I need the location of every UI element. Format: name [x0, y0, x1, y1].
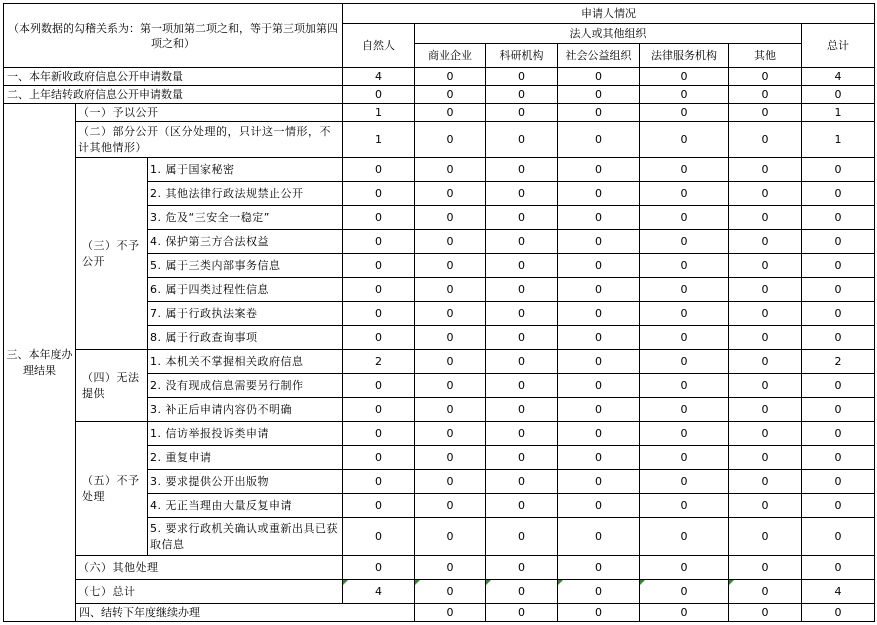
cell-value: 0: [486, 374, 558, 398]
cell-value: 0: [729, 122, 802, 158]
cell-value: 0: [558, 398, 640, 422]
table-row: [4, 122, 875, 158]
cell-value: 0: [343, 302, 415, 326]
cell-value: 0: [415, 278, 486, 302]
cell-value: 2: [343, 350, 415, 374]
cell-value: 0: [640, 122, 729, 158]
cell-value: 0: [802, 422, 875, 446]
row-label: 7. 属于行政执法案卷: [148, 302, 343, 326]
row-label: 2. 没有现成信息需要另行制作: [148, 374, 343, 398]
cell-value: 0: [415, 86, 486, 104]
cell-value: 0: [640, 518, 729, 556]
cell-value: 0: [802, 230, 875, 254]
cell-value: 0: [729, 68, 802, 86]
row-label: 3. 补正后申请内容仍不明确: [148, 398, 343, 422]
cell-value: 0: [640, 398, 729, 422]
row-label: （七）总计: [76, 580, 343, 604]
cell-value: 0: [486, 254, 558, 278]
cell-value: 0: [343, 230, 415, 254]
cell-value: 0: [640, 374, 729, 398]
cell-value: 0: [415, 422, 486, 446]
cell-value: 0: [729, 206, 802, 230]
cell-value: 0: [486, 556, 558, 580]
cell-value: 0: [729, 326, 802, 350]
cell-value: 0: [729, 86, 802, 104]
cell-value: 0: [486, 580, 558, 604]
cell-value: 0: [415, 326, 486, 350]
cell-value: 0: [729, 470, 802, 494]
cell-value: 0: [343, 398, 415, 422]
cell-value: 0: [486, 206, 558, 230]
table-row: [4, 556, 875, 580]
cell-value: 0: [640, 422, 729, 446]
cell-value: 0: [558, 278, 640, 302]
cell-value: 0: [415, 398, 486, 422]
cell-value: 0: [415, 206, 486, 230]
cell-value: 0: [558, 494, 640, 518]
cell-value: 0: [640, 326, 729, 350]
row-label: （一）予以公开: [76, 104, 343, 122]
cell-value: 0: [558, 580, 640, 604]
cell-value: 0: [415, 302, 486, 326]
table-row: [4, 350, 875, 374]
cell-value: 0: [415, 374, 486, 398]
cell-value: 0: [802, 470, 875, 494]
cell-value: 0: [486, 604, 558, 622]
cell-value: 0: [558, 302, 640, 326]
cell-value: 0: [640, 158, 729, 182]
row-label: 5. 要求行政机关确认或重新出具已获取信息: [148, 518, 343, 556]
cell-value: 0: [802, 398, 875, 422]
cell-value: 0: [486, 122, 558, 158]
cell-value: 0: [558, 122, 640, 158]
group4-label: （四）无法提供: [76, 350, 148, 422]
cell-value: 0: [486, 182, 558, 206]
table-row: [4, 158, 875, 182]
col-research: 科研机构: [486, 44, 558, 68]
table-row: [4, 580, 875, 604]
cell-value: 0: [486, 158, 558, 182]
cell-value: 0: [486, 350, 558, 374]
row-label: 4. 无正当理由大量反复申请: [148, 494, 343, 518]
cell-value: 0: [343, 158, 415, 182]
cell-value: 0: [343, 446, 415, 470]
row-label: 8. 属于行政查询事项: [148, 326, 343, 350]
cell-value: 0: [729, 374, 802, 398]
cell-value: 0: [729, 182, 802, 206]
row-label: （二）部分公开（区分处理的，只计这一情形，不计其他情形）: [76, 122, 343, 158]
row-label: 1. 信访举报投诉类申请: [148, 422, 343, 446]
cell-value: 0: [415, 518, 486, 556]
cell-value: 0: [640, 254, 729, 278]
cell-value: 0: [729, 104, 802, 122]
cell-value: 0: [729, 350, 802, 374]
cell-value: 0: [558, 326, 640, 350]
cell-value: 0: [640, 494, 729, 518]
cell-value: 0: [729, 278, 802, 302]
cell-value: 0: [729, 302, 802, 326]
cell-value: 0: [802, 302, 875, 326]
group5-label: （五）不予处理: [76, 422, 148, 556]
cell-value: 0: [415, 494, 486, 518]
row-label: 4. 保护第三方合法权益: [148, 230, 343, 254]
cell-value: 0: [486, 422, 558, 446]
cell-value: 0: [486, 302, 558, 326]
cell-value: 0: [343, 182, 415, 206]
cell-value: 4: [343, 580, 415, 604]
cell-value: 0: [486, 518, 558, 556]
cell-value: 0: [558, 518, 640, 556]
cell-value: 0: [640, 470, 729, 494]
cell-value: 0: [415, 446, 486, 470]
disclosure-table: [3, 3, 875, 622]
row-label: 6. 属于四类过程性信息: [148, 278, 343, 302]
cell-value: 0: [415, 350, 486, 374]
col-public-welfare: 社会公益组织: [558, 44, 640, 68]
cell-value: 0: [729, 230, 802, 254]
col-commercial: 商业企业: [415, 44, 486, 68]
cell-value: 0: [729, 398, 802, 422]
row-label: （六）其他处理: [76, 556, 343, 580]
cell-value: 0: [802, 206, 875, 230]
cell-value: 0: [729, 604, 802, 622]
cell-value: 0: [802, 446, 875, 470]
cell-value: 0: [486, 278, 558, 302]
cell-value: 0: [802, 86, 875, 104]
cell-value: 0: [558, 470, 640, 494]
cell-value: 0: [729, 158, 802, 182]
cell-value: 0: [486, 104, 558, 122]
cell-value: 0: [640, 556, 729, 580]
cell-value: 0: [729, 422, 802, 446]
row-label: 2. 重复申请: [148, 446, 343, 470]
cell-value: 4: [802, 68, 875, 86]
cell-value: 0: [729, 494, 802, 518]
cell-value: 0: [486, 68, 558, 86]
cell-value: 0: [343, 326, 415, 350]
cell-value: 0: [415, 556, 486, 580]
cell-value: 0: [729, 518, 802, 556]
cell-value: 0: [415, 470, 486, 494]
cell-value: 4: [343, 68, 415, 86]
row-label: 四、结转下年度继续办理: [76, 604, 415, 622]
row-label: 3. 要求提供公开出版物: [148, 470, 343, 494]
cell-value: 0: [486, 494, 558, 518]
cell-value: 0: [343, 374, 415, 398]
relation-note: （本列数据的勾稽关系为：第一项加第二项之和，等于第三项加第四项之和）: [4, 4, 343, 68]
cell-value: 0: [415, 122, 486, 158]
cell-value: 0: [558, 104, 640, 122]
cell-value: 0: [343, 254, 415, 278]
row-label: 5. 属于三类内部事务信息: [148, 254, 343, 278]
cell-value: 1: [802, 122, 875, 158]
cell-value: 0: [558, 254, 640, 278]
cell-value: 0: [558, 206, 640, 230]
cell-value: 0: [558, 422, 640, 446]
row-label: 2. 其他法律行政法规禁止公开: [148, 182, 343, 206]
cell-value: 0: [802, 604, 875, 622]
cell-value: 0: [729, 556, 802, 580]
cell-value: 0: [343, 206, 415, 230]
cell-value: 1: [343, 122, 415, 158]
cell-value: 0: [343, 470, 415, 494]
cell-value: 0: [729, 446, 802, 470]
cell-value: 0: [343, 556, 415, 580]
table-row: [4, 422, 875, 446]
cell-value: 0: [558, 374, 640, 398]
cell-value: 0: [415, 604, 486, 622]
cell-value: 0: [343, 86, 415, 104]
cell-value: 0: [486, 86, 558, 104]
cell-value: 0: [558, 350, 640, 374]
cell-value: 0: [729, 580, 802, 604]
cell-value: 0: [802, 278, 875, 302]
group3-label: （三）不予公开: [76, 158, 148, 350]
cell-value: 0: [558, 446, 640, 470]
col-other: 其他: [729, 44, 802, 68]
cell-value: 0: [640, 86, 729, 104]
cell-value: 0: [640, 604, 729, 622]
cell-value: 0: [415, 254, 486, 278]
table-row: [4, 68, 875, 86]
cell-value: 1: [343, 104, 415, 122]
cell-value: 0: [640, 278, 729, 302]
cell-value: 0: [415, 158, 486, 182]
cell-value: 0: [343, 494, 415, 518]
row-label: 1. 属于国家秘密: [148, 158, 343, 182]
total-header: 总计: [802, 24, 875, 68]
cell-value: 0: [486, 446, 558, 470]
cell-value: 0: [558, 158, 640, 182]
cell-value: 0: [640, 104, 729, 122]
legal-entity-header: 法人或其他组织: [415, 24, 802, 44]
cell-value: 2: [802, 350, 875, 374]
cell-value: 0: [415, 68, 486, 86]
cell-value: 0: [802, 374, 875, 398]
cell-value: 0: [640, 302, 729, 326]
cell-value: 0: [558, 230, 640, 254]
table-row: [4, 604, 875, 622]
cell-value: 0: [486, 326, 558, 350]
cell-value: 0: [802, 556, 875, 580]
cell-value: 0: [415, 580, 486, 604]
cell-value: 0: [558, 68, 640, 86]
cell-value: 0: [640, 68, 729, 86]
cell-value: 0: [558, 604, 640, 622]
cell-value: 0: [415, 230, 486, 254]
cell-value: 0: [415, 182, 486, 206]
row-label: 3. 危及“三安全一稳定”: [148, 206, 343, 230]
row-label: 二、上年结转政府信息公开申请数量: [4, 86, 343, 104]
cell-value: 0: [640, 350, 729, 374]
cell-value: 1: [802, 104, 875, 122]
cell-value: 0: [415, 104, 486, 122]
cell-value: 0: [802, 182, 875, 206]
cell-value: 0: [802, 518, 875, 556]
cell-value: 0: [802, 158, 875, 182]
cell-value: 0: [640, 580, 729, 604]
section3-label: 三、本年度办理结果: [4, 104, 76, 622]
row-label: 一、本年新收政府信息公开申请数量: [4, 68, 343, 86]
cell-value: 0: [802, 494, 875, 518]
row-label: 1. 本机关不掌握相关政府信息: [148, 350, 343, 374]
col-legal-service: 法律服务机构: [640, 44, 729, 68]
cell-value: 4: [802, 580, 875, 604]
cell-value: 0: [343, 518, 415, 556]
table-row: [4, 86, 875, 104]
cell-value: 0: [486, 470, 558, 494]
cell-value: 0: [343, 278, 415, 302]
cell-value: 0: [802, 254, 875, 278]
cell-value: 0: [486, 398, 558, 422]
applicant-header: 申请人情况: [343, 4, 875, 24]
cell-value: 0: [558, 556, 640, 580]
cell-value: 0: [802, 326, 875, 350]
natural-person-header: 自然人: [343, 24, 415, 68]
cell-value: 0: [729, 254, 802, 278]
cell-value: 0: [640, 182, 729, 206]
cell-value: 0: [558, 182, 640, 206]
cell-value: 0: [343, 422, 415, 446]
cell-value: 0: [558, 86, 640, 104]
cell-value: 0: [640, 230, 729, 254]
cell-value: 0: [486, 230, 558, 254]
cell-value: 0: [640, 206, 729, 230]
table-row: [4, 104, 875, 122]
cell-value: 0: [640, 446, 729, 470]
